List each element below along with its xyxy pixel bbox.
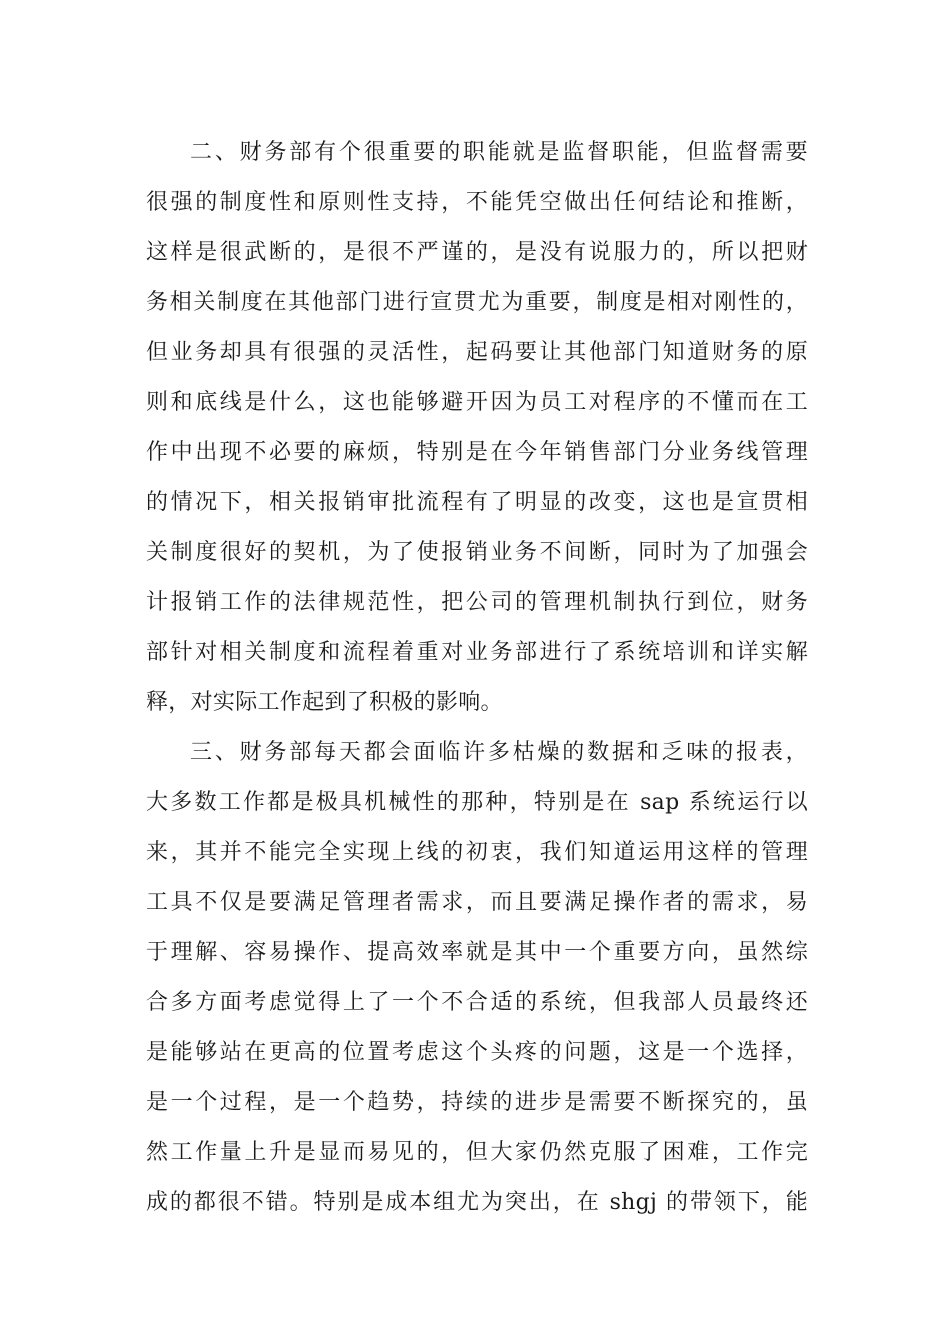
- paragraph-line: 则和底线是什么，这也能够避开因为员工对程序的不懂而在工: [146, 390, 808, 415]
- paragraph-3: [146, 728, 808, 1228]
- paragraph-line: 的情况下，相关报销审批流程有了明显的改变，这也是宣贯相: [146, 490, 808, 515]
- paragraph-line: 合多方面考虑觉得上了一个不合适的系统，但我部人员最终还: [146, 990, 808, 1015]
- document-body: [146, 128, 808, 1228]
- paragraph-line: 于理解、容易操作、提高效率就是其中一个重要方向，虽然综: [146, 940, 808, 965]
- paragraph-line: 很强的制度性和原则性支持，不能凭空做出任何结论和推断，: [146, 190, 808, 215]
- paragraph-line: 然工作量上升是显而易见的，但大家仍然克服了困难，工作完: [146, 1140, 808, 1165]
- paragraph-line: 成的都很不错。特别是成本组尤为突出，在 shgj 的带领下，能: [146, 1190, 808, 1215]
- paragraph-line: 关制度很好的契机，为了使报销业务不间断，同时为了加强会: [146, 540, 808, 565]
- paragraph-line: 这样是很武断的，是很不严谨的，是没有说服力的，所以把财: [146, 240, 808, 265]
- paragraph-line: 但业务却具有很强的灵活性，起码要让其他部门知道财务的原: [146, 340, 808, 365]
- paragraph-line: 工具不仅是要满足管理者需求，而且要满足操作者的需求，易: [146, 890, 808, 915]
- paragraph-line: 作中出现不必要的麻烦，特别是在今年销售部门分业务线管理: [146, 440, 808, 465]
- paragraph-line: 部针对相关制度和流程着重对业务部进行了系统培训和详实解: [146, 640, 808, 665]
- paragraph-line: 三、财务部每天都会面临许多枯燥的数据和乏味的报表，: [190, 740, 808, 765]
- paragraph-line: 务相关制度在其他部门进行宣贯尤为重要，制度是相对刚性的，: [146, 290, 808, 315]
- paragraph-line: 释，对实际工作起到了积极的影响。: [146, 690, 503, 715]
- paragraph-line: 是一个过程，是一个趋势，持续的进步是需要不断探究的，虽: [146, 1090, 808, 1115]
- paragraph-line: 大多数工作都是极具机械性的那种，特别是在 sap 系统运行以: [146, 790, 808, 815]
- paragraph-line: 是能够站在更高的位置考虑这个头疼的问题，这是一个选择，: [146, 1040, 808, 1065]
- paragraph-2: [146, 128, 808, 728]
- paragraph-line: 来，其并不能完全实现上线的初衷，我们知道运用这样的管理: [146, 840, 808, 865]
- paragraph-line: 二、财务部有个很重要的职能就是监督职能，但监督需要: [190, 140, 808, 165]
- paragraph-line: 计报销工作的法律规范性，把公司的管理机制执行到位，财务: [146, 590, 808, 615]
